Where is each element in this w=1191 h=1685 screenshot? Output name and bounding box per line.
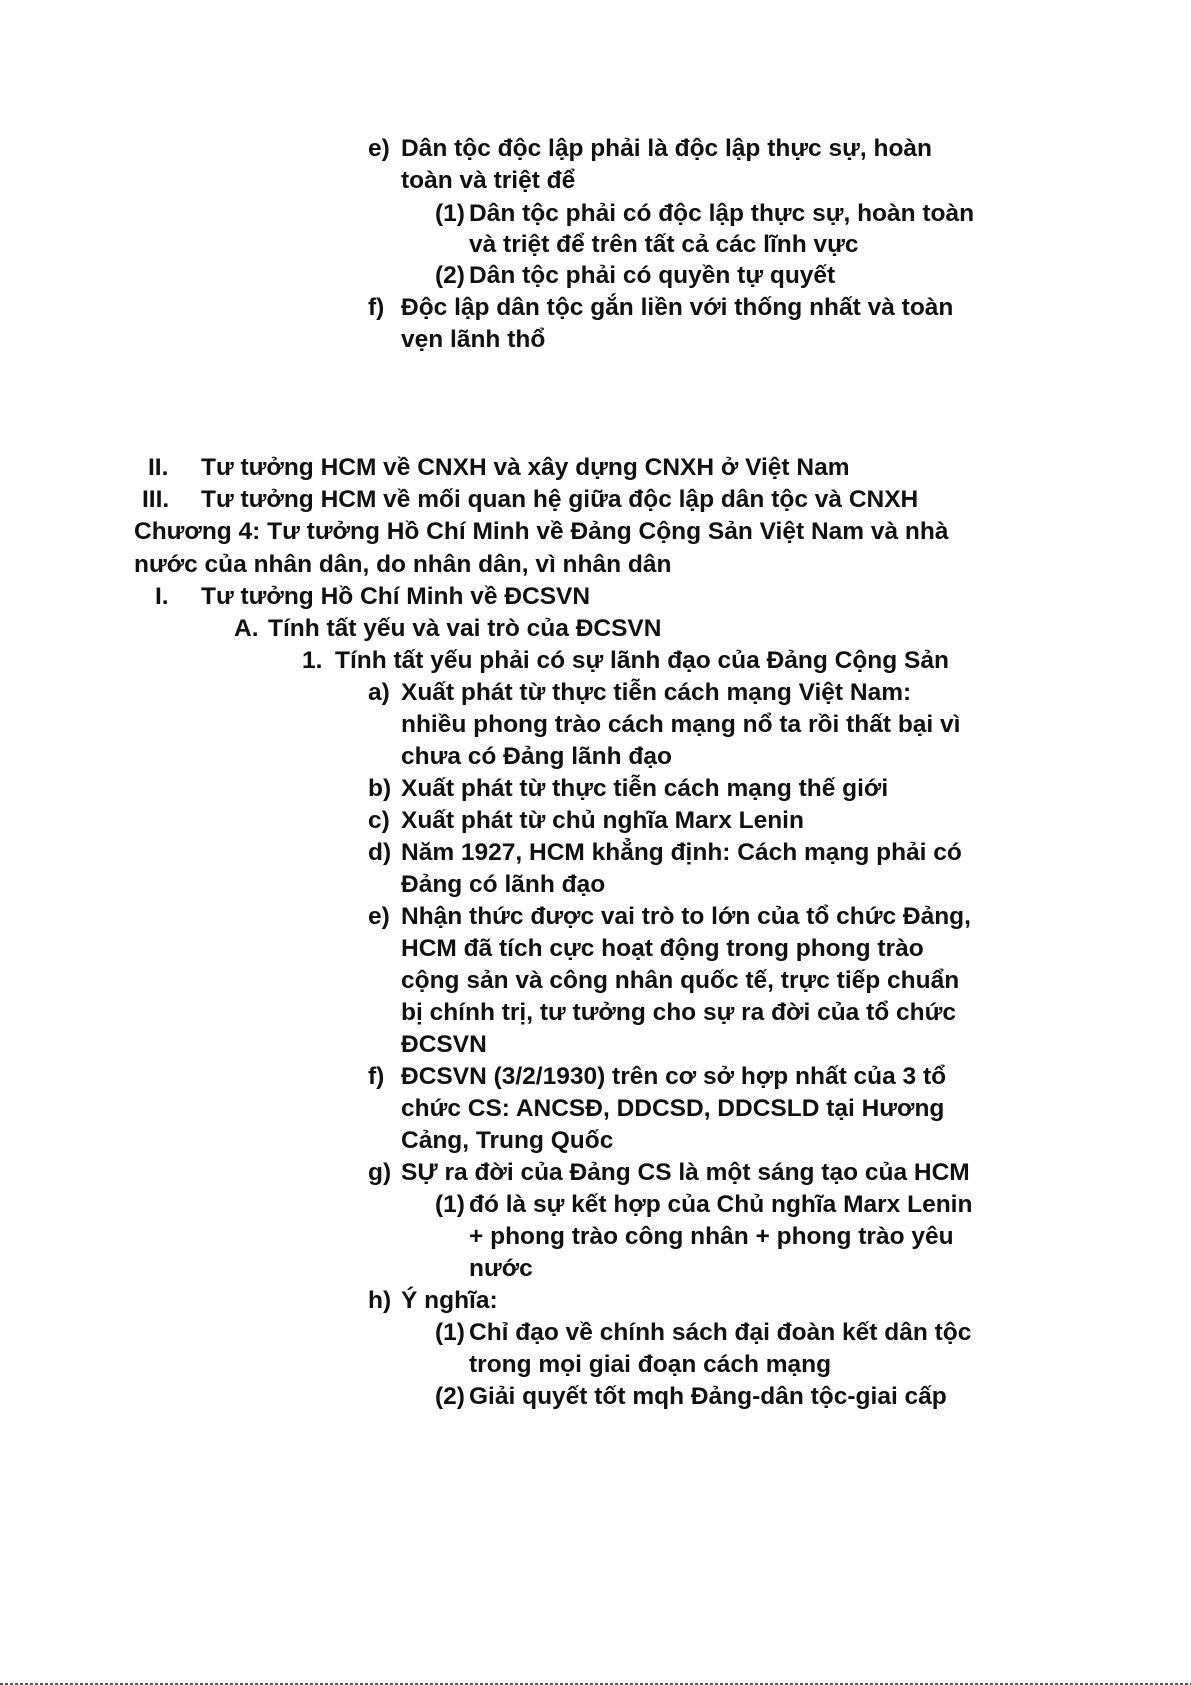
list-item-text-line: HCM đã tích cực hoạt động trong phong trào xyxy=(401,935,924,962)
list-marker: e) xyxy=(368,135,390,162)
list-marker: g) xyxy=(368,1159,392,1186)
list-item-text-line: Xuất phát từ thực tiễn cách mạng thế giới xyxy=(401,775,889,802)
subitem-text-line: nước xyxy=(469,1255,533,1282)
list-item-text-line: SỰ ra đời của Đảng CS là một sáng tạo của HCM xyxy=(401,1159,970,1186)
item-f-text-line: Độc lập dân tộc gắn liền với thống nhất và toàn xyxy=(401,294,954,321)
number-marker: 1. xyxy=(302,647,323,674)
roman-marker: II. xyxy=(148,454,169,481)
item-e-text-line: toàn và triệt để xyxy=(401,167,576,194)
list-item-text-line: Năm 1927, HCM khẳng định: Cách mạng phải có xyxy=(401,839,962,866)
list-item-text-line: Xuất phát từ thực tiễn cách mạng Việt Nam: xyxy=(401,679,912,706)
list-item-text-line: Cảng, Trung Quốc xyxy=(401,1127,614,1154)
subsection-heading: Tính tất yếu và vai trò của ĐCSVN xyxy=(268,615,662,642)
roman-marker: I. xyxy=(155,583,169,610)
list-marker: d) xyxy=(368,839,392,866)
subitem-text-line: trong mọi giai đoạn cách mạng xyxy=(469,1351,832,1378)
subitem-text-line: + phong trào công nhân + phong trào yêu xyxy=(469,1223,954,1250)
sub-marker: (1) xyxy=(435,1191,465,1218)
list-marker: b) xyxy=(368,775,392,802)
chapter-title-line: nước của nhân dân, do nhân dân, vì nhân dân xyxy=(134,551,672,578)
list-item-text-line: bị chính trị, tư tưởng cho sự ra đời của tổ chức xyxy=(401,999,957,1026)
list-marker: f) xyxy=(368,294,385,321)
subitem-text-line: Giải quyết tốt mqh Đảng-dân tộc-giai cấp xyxy=(469,1383,947,1410)
list-item-text-line: chức CS: ANCSĐ, DDCSD, DDCSLD tại Hương xyxy=(401,1095,945,1122)
list-item-text-line: Ý nghĩa: xyxy=(401,1287,498,1314)
list-marker: h) xyxy=(368,1287,392,1314)
numbered-item-text: Tính tất yếu phải có sự lãnh đạo của Đảng Cộng Sản xyxy=(335,647,949,674)
list-marker: a) xyxy=(368,679,390,706)
list-item-text-line: ĐCSVN xyxy=(401,1031,487,1058)
list-item-text-line: cộng sản và công nhân quốc tế, trực tiếp chuẩn xyxy=(401,967,960,994)
roman-marker: III. xyxy=(142,486,170,513)
list-item-text-line: nhiều phong trào cách mạng nổ ta rồi thất bại vì xyxy=(401,711,961,738)
subitem-text-line: đó là sự kết hợp của Chủ nghĩa Marx Lenin xyxy=(469,1191,973,1218)
item-e-text-line: Dân tộc độc lập phải là độc lập thực sự, hoàn xyxy=(401,135,932,162)
item-f-text-line: vẹn lãnh thổ xyxy=(401,326,546,353)
list-marker: c) xyxy=(368,807,390,834)
list-item-text-line: ĐCSVN (3/2/1930) trên cơ sở hợp nhất của 3 tổ xyxy=(401,1063,947,1090)
subitem-text-line: Dân tộc phải có quyền tự quyết xyxy=(469,262,836,289)
list-marker: f) xyxy=(368,1063,385,1090)
letter-marker: A. xyxy=(234,615,259,642)
sub-marker: (2) xyxy=(435,262,465,289)
sub-marker: (2) xyxy=(435,1383,465,1410)
subitem-text-line: và triệt để trên tất cả các lĩnh vực xyxy=(469,231,859,258)
list-item-text-line: chưa có Đảng lãnh đạo xyxy=(401,743,672,770)
sub-marker: (1) xyxy=(435,200,465,227)
subitem-text-line: Chỉ đạo về chính sách đại đoàn kết dân tộc xyxy=(469,1319,972,1346)
subitem-text-line: Dân tộc phải có độc lập thực sự, hoàn toàn xyxy=(469,200,975,227)
list-item-text-line: Đảng có lãnh đạo xyxy=(401,871,606,898)
sub-marker: (1) xyxy=(435,1319,465,1346)
section-heading: Tư tưởng Hồ Chí Minh về ĐCSVN xyxy=(201,583,591,610)
section-heading: Tư tưởng HCM về mối quan hệ giữa độc lập dân tộc và CNXH xyxy=(201,486,919,513)
list-marker: e) xyxy=(368,903,390,930)
chapter-title-line: Chương 4: Tư tưởng Hồ Chí Minh về Đảng Cộng Sản Việt Nam và nhà xyxy=(134,518,949,545)
list-item-text-line: Nhận thức được vai trò to lớn của tổ chức Đảng, xyxy=(401,903,971,930)
section-heading: Tư tưởng HCM về CNXH và xây dựng CNXH ở Việt Nam xyxy=(201,454,850,481)
list-item-text-line: Xuất phát từ chủ nghĩa Marx Lenin xyxy=(401,807,804,834)
